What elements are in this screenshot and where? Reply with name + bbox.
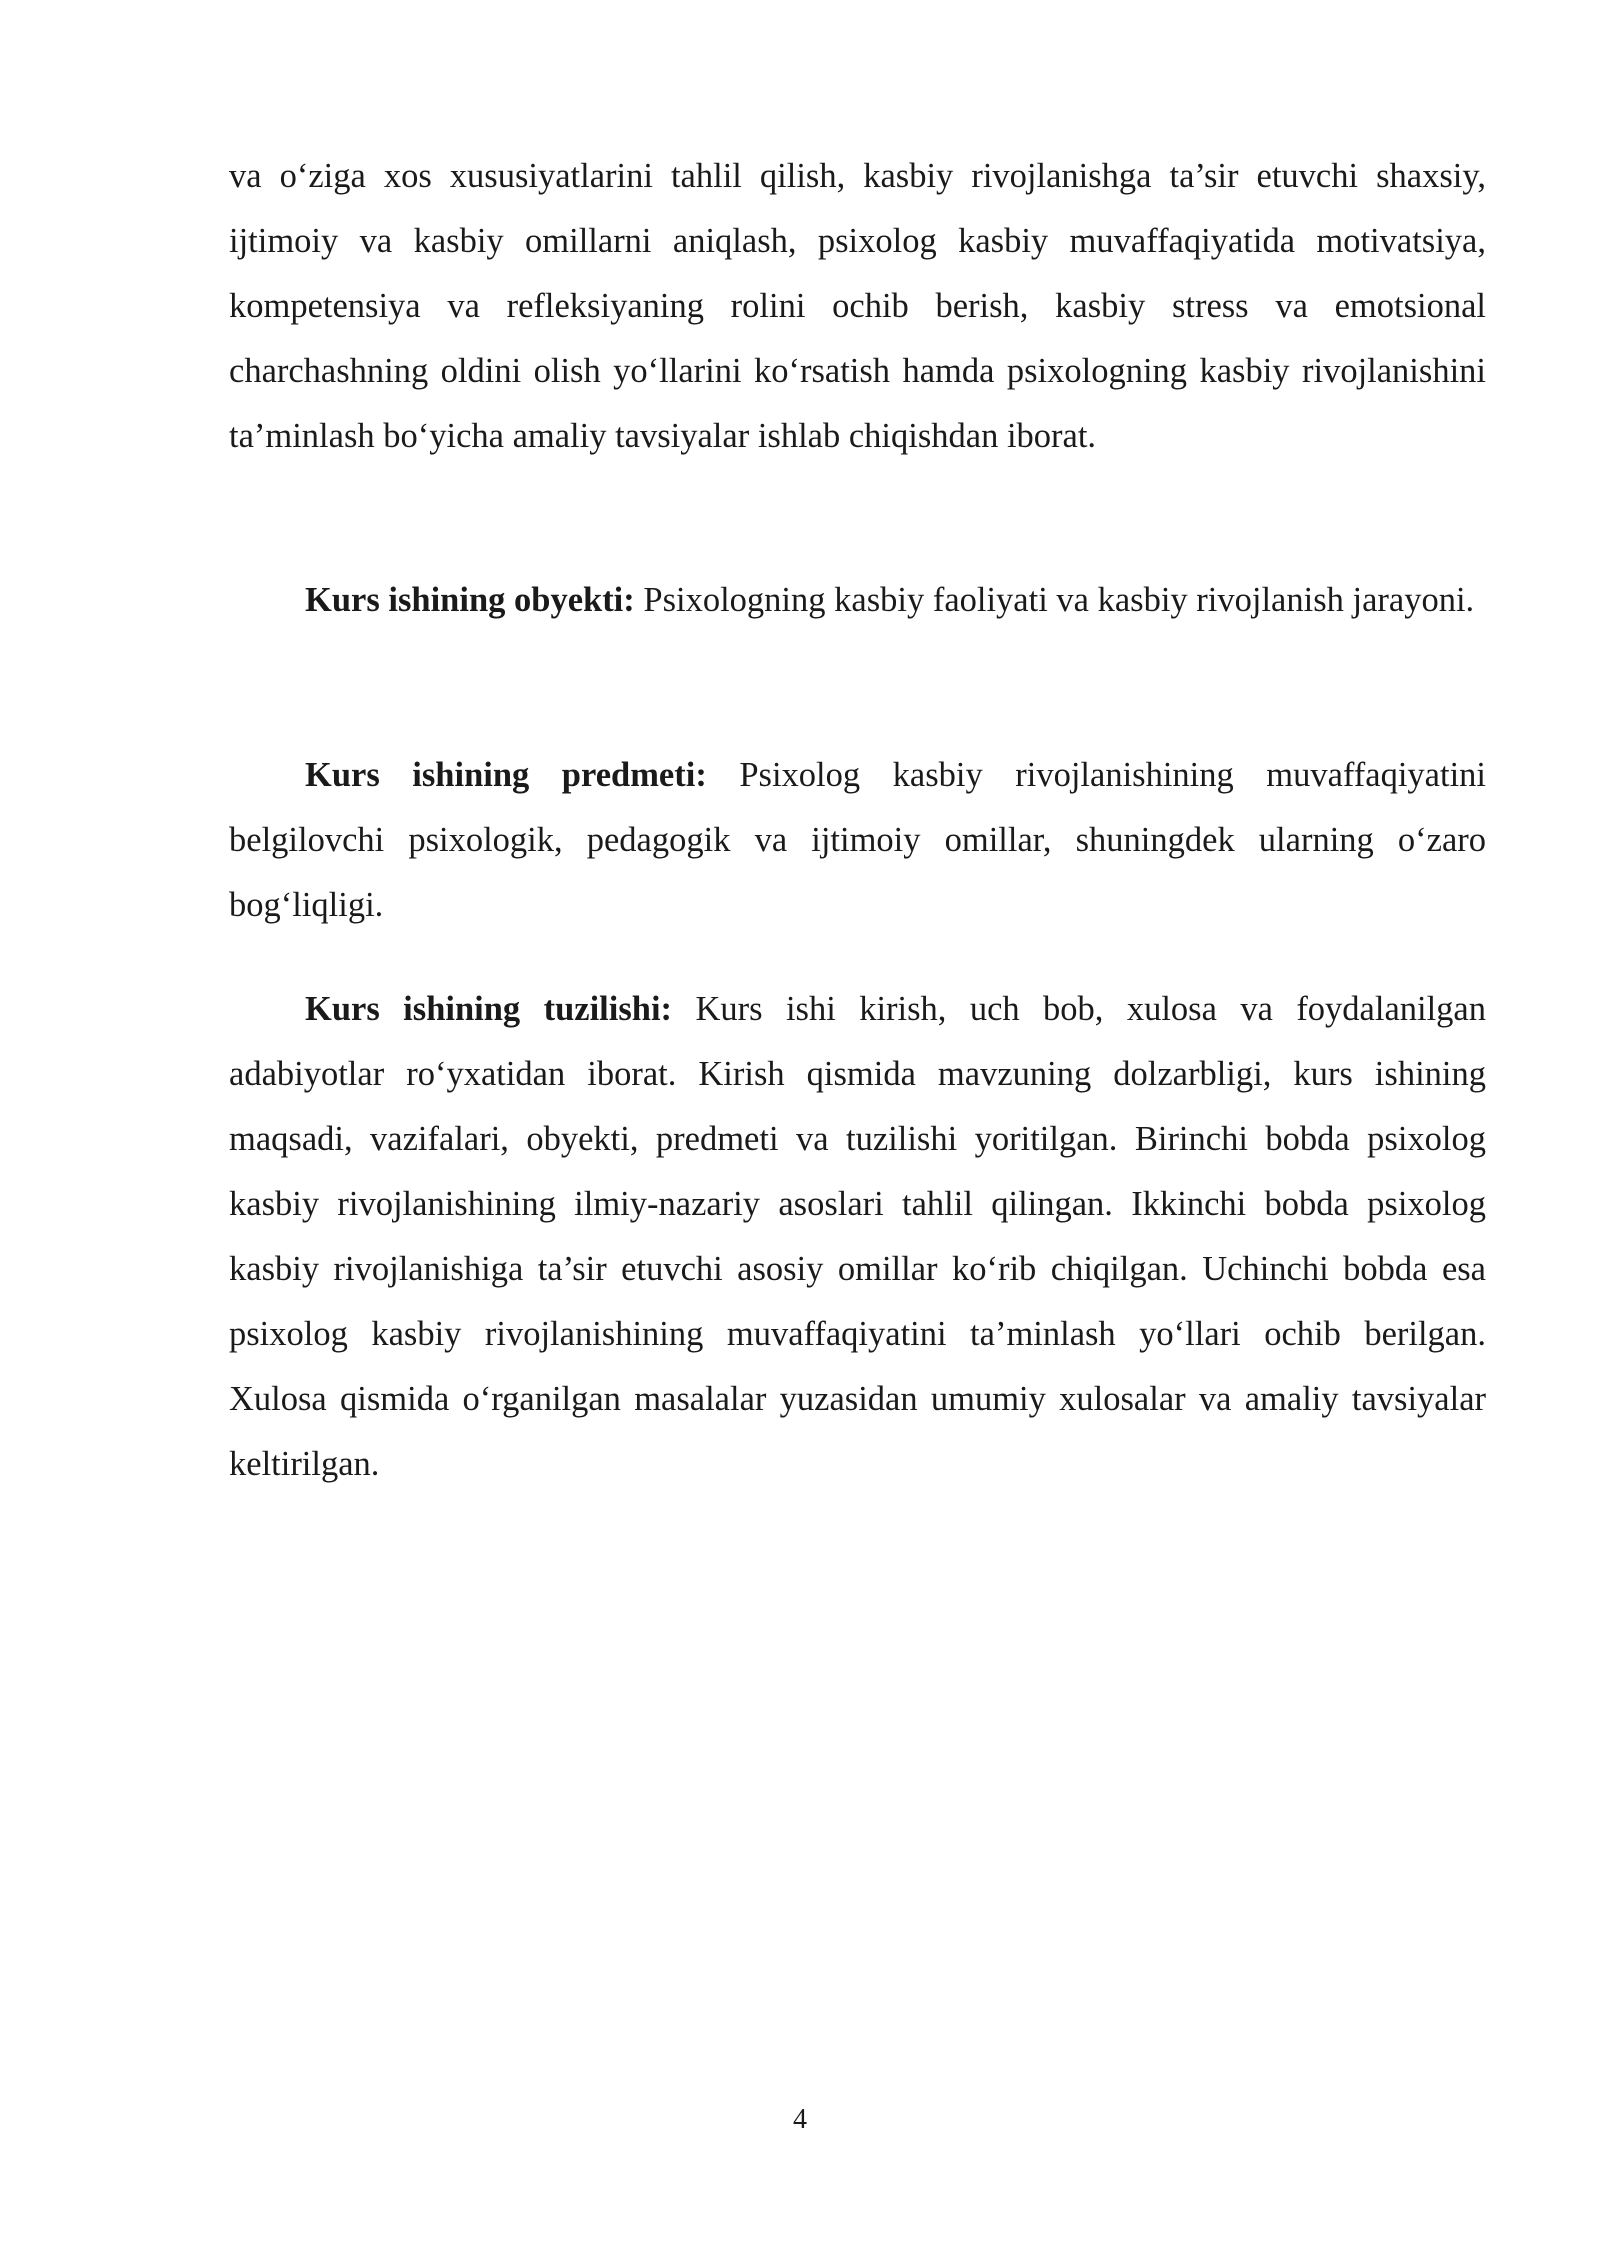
structure-paragraph [229, 977, 1486, 1497]
subject-label: Kurs ishining predmeti: [305, 756, 707, 794]
object-text: Psixologning kasbiy faoliyati va kasbiy rivojlanish jarayoni. [634, 581, 1475, 619]
object-label: Kurs ishining obyekti: [305, 581, 635, 619]
intro-paragraph: va o‘ziga xos xususiyatlarini tahlil qilish, kasbiy rivojlanishga ta’sir etuvchi shaxsiy, ijtimoiy va kasbiy omillarni aniqlash, psixolog kasbiy muvaffaqiyatida motivatsiya, kompetensiya va refleksiyaning rolini ochib berish, kasbiy stress va emotsional charchashning oldini olish yo‘llarini ko‘rsatish hamda psixologning kasbiy rivojlanishini ta’minlash bo‘yicha amaliy tavsiyalar ishlab chiqishdan iborat. [229, 157, 1486, 455]
object-paragraph [229, 568, 1486, 633]
structure-label: Kurs ishining tuzilishi: [305, 990, 673, 1028]
subject-text: Psixolog kasbiy rivojlanishining muvaffaqiyatini belgilovchi psixologik, pedagogik va ijtimoiy omillar, shuningdek ularning o‘zaro bog‘liqligi. [229, 756, 1486, 924]
page-number: 4 [793, 2104, 807, 2135]
structure-text: Kurs ishi kirish, uch bob, xulosa va foydalanilgan adabiyotlar ro‘yxatidan iborat. Kirish qismida mavzuning dolzarbligi, kurs ishining maqsadi, vazifalari, obyekti, predmeti va tuzilishi yoritilgan. Birinchi bobda psixolog kasbiy rivojlanishining ilmiy-nazariy asoslari tahlil qilingan. Ikkinchi bobda psixolog kasbiy rivojlanishiga ta’sir etuvchi asosiy omillar ko‘rib chiqilgan. Uchinchi bobda esa psixolog kasbiy rivojlanishining muvaffaqiyatini ta’minlash yo‘llari ochib berilgan. Xulosa qismida o‘rganilgan masalalar yuzasidan umumiy xulosalar va amaliy tavsiyalar keltirilgan. [229, 990, 1486, 1483]
subject-paragraph [229, 743, 1486, 938]
